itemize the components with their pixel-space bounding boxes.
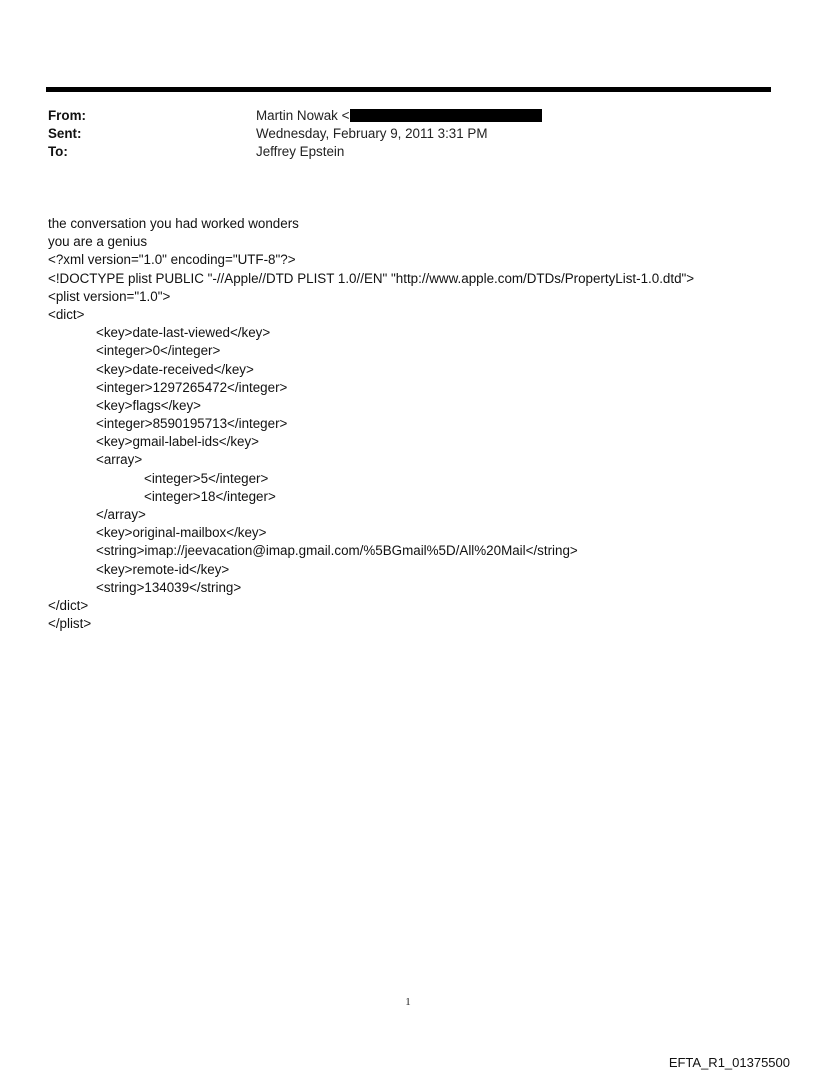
sent-value: Wednesday, February 9, 2011 3:31 PM: [256, 126, 488, 141]
to-label: To:: [48, 144, 68, 159]
xml-declaration-line: <?xml version="1.0" encoding="UTF-8"?>: [48, 252, 296, 268]
body-line: the conversation you had worked wonders: [48, 216, 299, 231]
from-value: [256, 107, 542, 125]
email-body: [48, 215, 788, 633]
dict-open-line: <dict>: [48, 306, 85, 322]
plist-entry-line: <key>gmail-label-ids</key>: [96, 434, 260, 450]
plist-entry-line: <key>flags</key>: [96, 397, 201, 413]
doctype-line: <!DOCTYPE plist PUBLIC "-//Apple//DTD PLIST 1.0//EN" "http://www.apple.com/DTDs/PropertyList-1.0.dtd">: [48, 270, 695, 286]
plist-entry-line: <key>date-last-viewed</key>: [96, 325, 271, 341]
plist-entry-line: <string>134039</string>: [96, 579, 242, 595]
to-row: [48, 143, 748, 161]
plist-array-item-line: <integer>18</integer>: [144, 488, 276, 504]
plist-array-item-line: <integer>5</integer>: [144, 470, 269, 486]
plist-entry-line: <string>imap://jeevacation@imap.gmail.com/%5BGmail%5D/All%20Mail</string>: [96, 543, 578, 559]
plist-entry-line: <integer>8590195713</integer>: [96, 416, 288, 432]
sent-row: [48, 125, 748, 143]
redaction-block: [350, 109, 542, 122]
from-name: Martin Nowak <: [256, 108, 350, 123]
plist-entry-line: <integer>0</integer>: [96, 343, 221, 359]
plist-open-line: <plist version="1.0">: [48, 288, 171, 304]
bates-number: EFTA_R1_01375500: [668, 1055, 790, 1070]
from-label: From:: [48, 108, 86, 123]
plist-entry-line: <array>: [96, 452, 143, 468]
email-header: [48, 107, 748, 161]
page-number: 1: [405, 996, 411, 1008]
to-value: Jeffrey Epstein: [256, 144, 345, 159]
plist-close-line: </plist>: [48, 616, 92, 632]
from-row: [48, 107, 748, 125]
body-line: you are a genius: [48, 234, 148, 250]
plist-entry-line: </array>: [96, 507, 146, 522]
plist-entry-line: <key>date-received</key>: [96, 361, 254, 377]
plist-entry-line: <integer>1297265472</integer>: [96, 379, 288, 395]
dict-close-line: </dict>: [48, 597, 89, 613]
plist-entry-line: <key>original-mailbox</key>: [96, 525, 267, 541]
plist-entry-line: <key>remote-id</key>: [96, 561, 230, 577]
sent-label: Sent:: [48, 126, 82, 141]
header-divider: [46, 87, 771, 92]
